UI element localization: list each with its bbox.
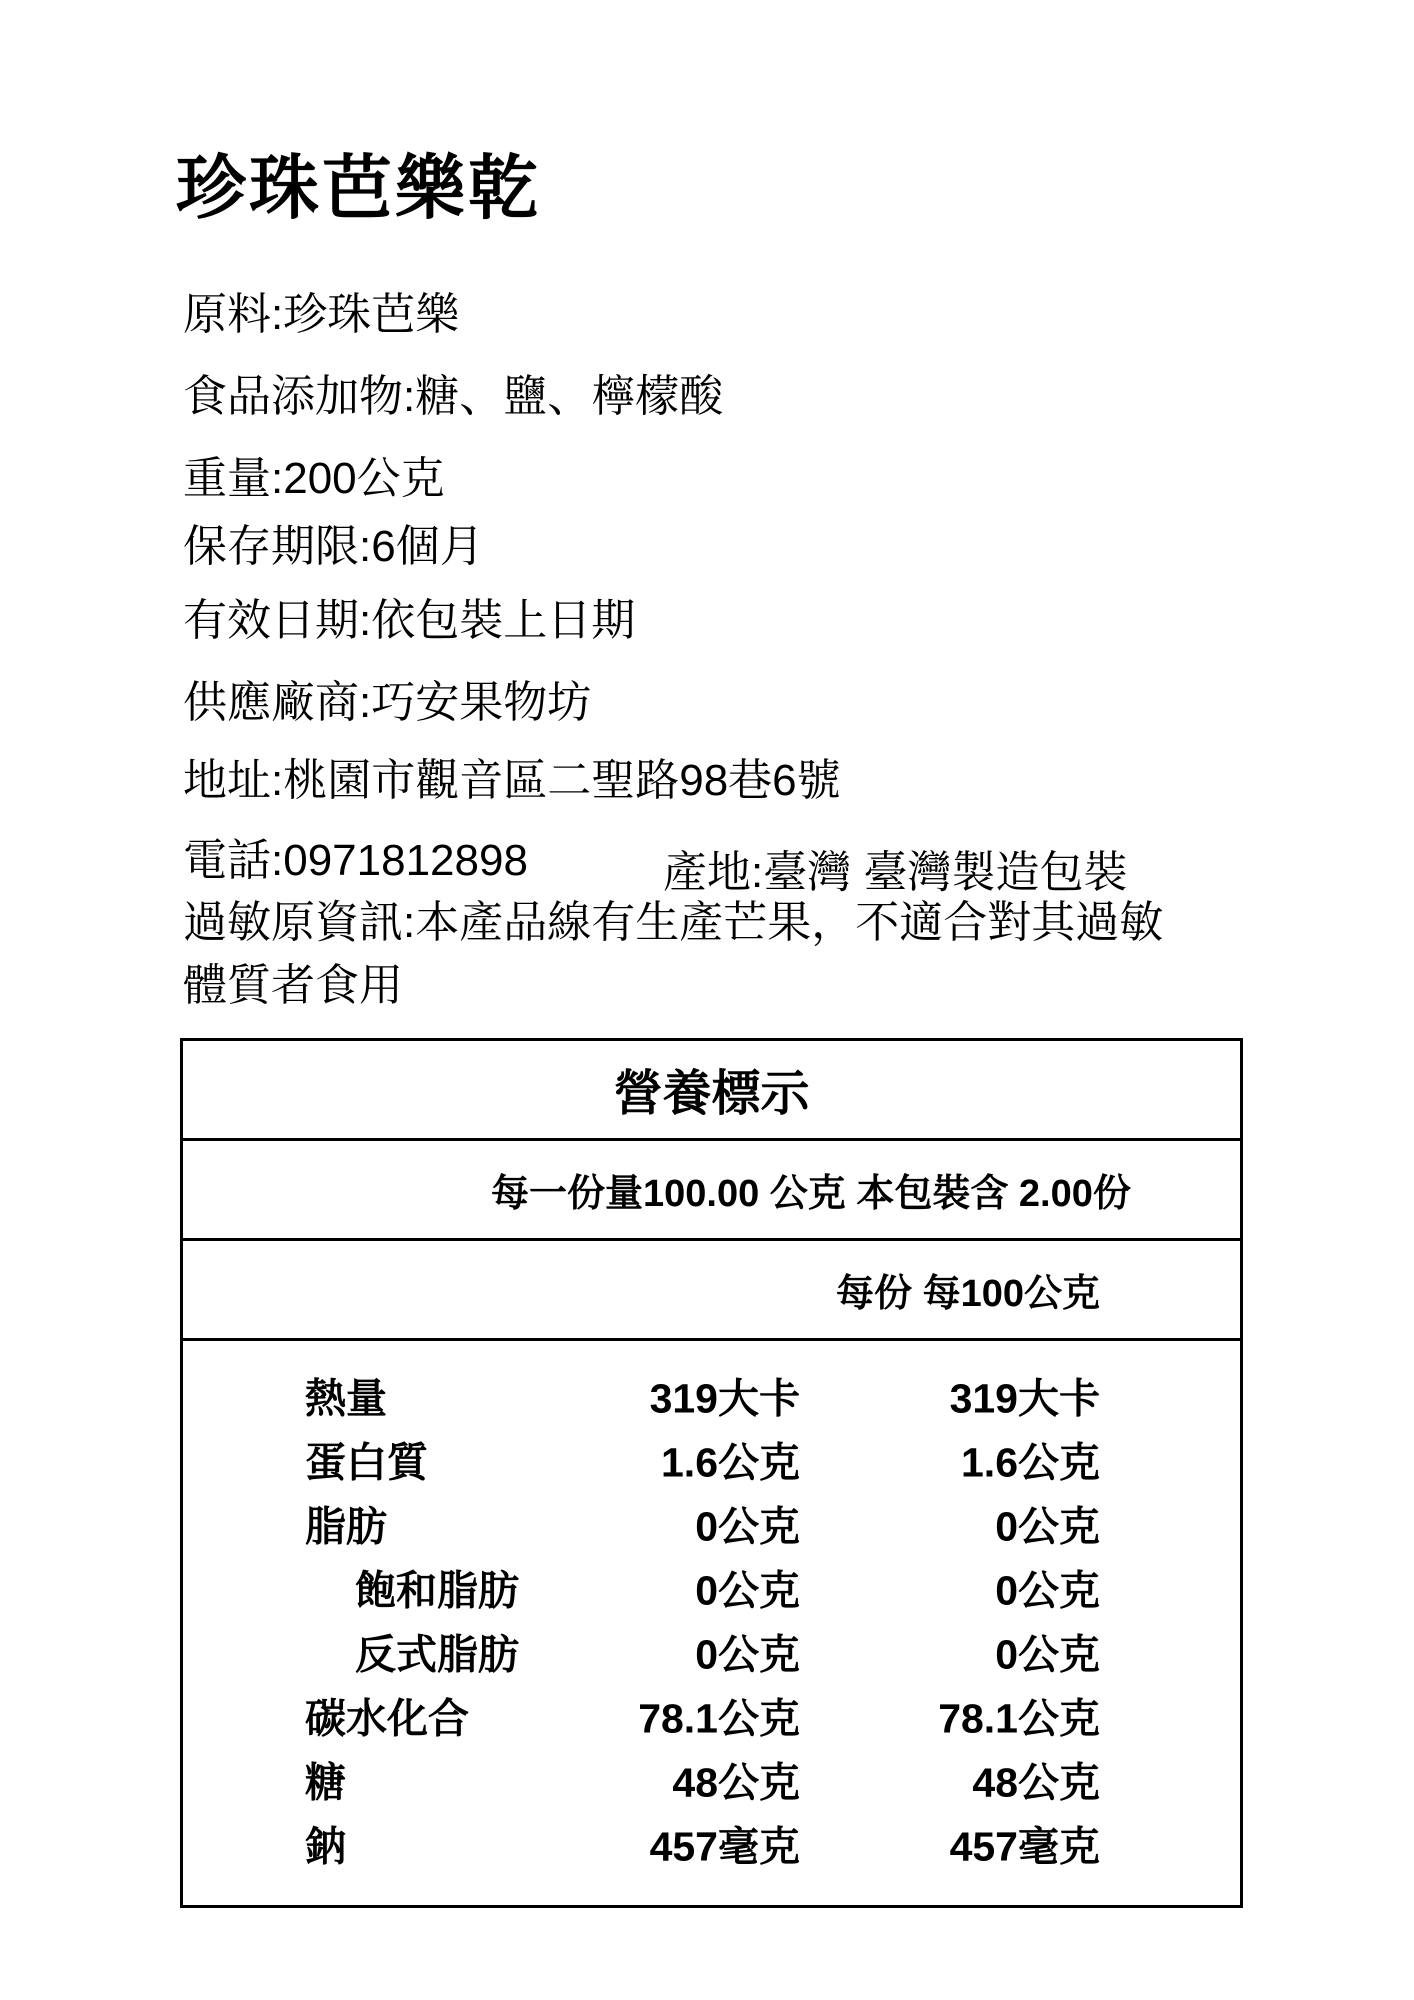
nutrient-per-100g: 457毫克 (949, 1823, 1100, 1870)
nutrient-per-100g: 78.1公克 (938, 1695, 1100, 1742)
nutrient-label: 碳水化合 (305, 1695, 469, 1742)
nutrient-per-serving: 1.6公克 (661, 1439, 800, 1486)
nutrient-per-100g: 48公克 (972, 1759, 1100, 1806)
nutrition-row-trans-fat (183, 1619, 1240, 1683)
nutrition-row-sugar (183, 1747, 1240, 1811)
info-line-ingredients: 原料:珍珠芭樂 (183, 290, 460, 339)
info-line-supplier: 供應廠商:巧安果物坊 (183, 678, 592, 727)
nutrition-row-saturated-fat (183, 1555, 1240, 1619)
info-line-expiry: 有效日期:依包裝上日期 (183, 596, 636, 645)
nutrient-label: 鈉 (305, 1823, 346, 1870)
nutrient-per-100g: 0公克 (995, 1503, 1100, 1550)
nutrition-row-carbohydrate (183, 1683, 1240, 1747)
product-title: 珍珠芭樂乾 (176, 149, 541, 227)
nutrition-row-fat (183, 1491, 1240, 1555)
nutrient-per-serving: 78.1公克 (638, 1695, 800, 1742)
nutrient-per-serving: 0公克 (695, 1503, 800, 1550)
info-line-shelf-life: 保存期限:6個月 (183, 522, 484, 571)
nutrient-label: 熱量 (305, 1375, 387, 1422)
nutrition-column-header: 每份 每100公克 (183, 1238, 1240, 1338)
nutrient-per-serving: 319大卡 (649, 1375, 800, 1422)
nutrition-row-protein (183, 1427, 1240, 1491)
nutrition-row-calories (183, 1363, 1240, 1427)
nutrient-label: 糖 (305, 1759, 346, 1806)
nutrient-label: 飽和脂肪 (355, 1567, 519, 1614)
nutrient-per-serving: 0公克 (695, 1631, 800, 1678)
nutrient-per-serving: 457毫克 (649, 1823, 800, 1870)
nutrient-per-serving: 48公克 (672, 1759, 800, 1806)
nutrition-table (180, 1038, 1243, 1908)
info-line-phone: 電話:0971812898 (183, 836, 528, 885)
nutrient-label: 反式脂肪 (355, 1631, 519, 1678)
info-line-address: 地址:桃園市觀音區二聖路98巷6號 (183, 756, 841, 805)
nutrient-per-100g: 1.6公克 (961, 1439, 1100, 1486)
info-line-weight: 重量:200公克 (183, 454, 445, 503)
nutrient-per-100g: 319大卡 (949, 1375, 1100, 1422)
nutrient-label: 脂肪 (305, 1503, 387, 1550)
nutrition-serving-line: 每一份量100.00 公克 本包裝含 2.00份 (183, 1138, 1240, 1238)
info-line-additives: 食品添加物:糖、鹽、檸檬酸 (183, 372, 724, 421)
nutrient-label: 蛋白質 (305, 1439, 428, 1486)
allergen-line-2: 體質者食用 (183, 961, 403, 1010)
info-line-origin: 產地:臺灣 臺灣製造包裝 (663, 848, 1128, 897)
nutrition-rows (183, 1338, 1240, 1905)
nutrient-per-100g: 0公克 (995, 1631, 1100, 1678)
nutrient-per-100g: 0公克 (995, 1567, 1100, 1614)
nutrition-row-sodium (183, 1811, 1240, 1875)
nutrition-table-title: 營養標示 (613, 1066, 810, 1121)
allergen-line-1: 過敏原資訊:本產品線有生產芒果，不適合對其過敏 (183, 898, 1164, 947)
nutrient-per-serving: 0公克 (695, 1567, 800, 1614)
